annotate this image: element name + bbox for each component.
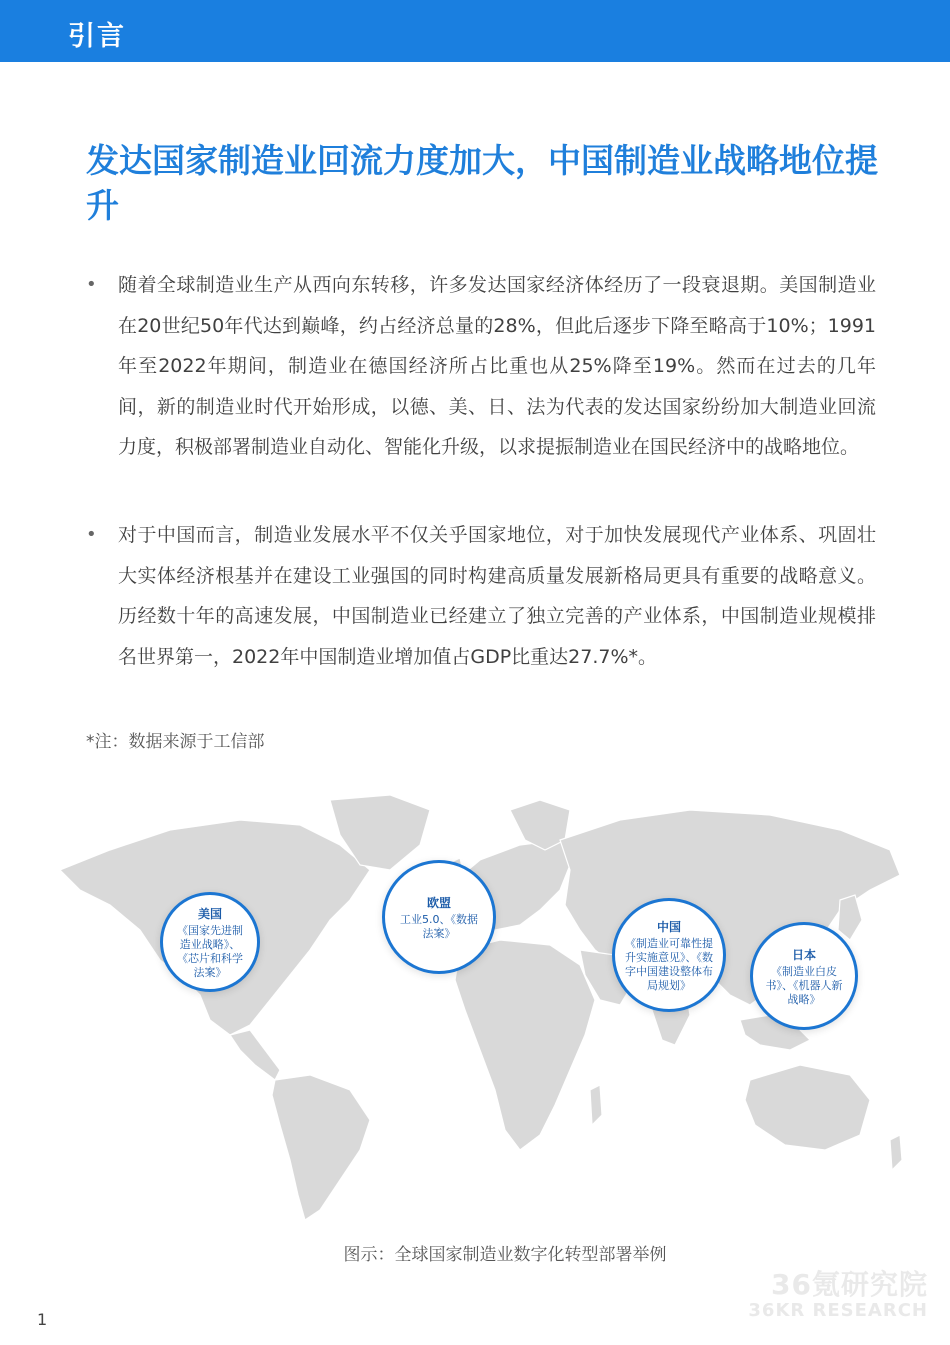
world-map-figure	[50, 790, 910, 1230]
bullet-paragraph-1	[86, 265, 876, 468]
south-america-shape	[272, 1075, 370, 1220]
bullet-marker: •	[86, 524, 97, 545]
page-number: 1	[37, 1310, 48, 1329]
bubble-china-body: 《制造业可靠性提升实施意见》、《数字中国建设整体布局规划》	[625, 936, 713, 992]
bubble-eu	[382, 860, 496, 974]
central-america-shape	[230, 1030, 280, 1080]
bubble-china-title: 中国	[656, 919, 681, 934]
watermark-logo-en: 36KR RESEARCH	[748, 1300, 928, 1321]
bullet-marker: •	[86, 274, 97, 295]
bubble-japan-body: 《制造业白皮书》、《机器人新战略》	[765, 964, 843, 1006]
bubble-japan-title: 日本	[791, 947, 816, 962]
madagascar-shape	[590, 1085, 602, 1125]
japan-shape	[838, 895, 862, 940]
source-note: *注：数据来源于工信部	[86, 732, 265, 752]
bubble-eu-title: 欧盟	[426, 895, 451, 910]
section-title: 引言	[68, 21, 126, 52]
bubble-china	[612, 898, 726, 1012]
bullet-text: 对于中国而言，制造业发展水平不仅关乎国家地位，对于加快发展现代产业体系、巩固壮大实体经济根基并在建设工业强国的同时构建高质量发展新格局更具有重要的战略意义。历经数十年的高速发展，中国制造业已经建立了独立完善的产业体系，中国制造业规模排名世界第一，2022年中国制造业增加值占GDP比重达27.7%*。	[118, 524, 876, 668]
bubble-usa-title: 美国	[197, 906, 222, 921]
bullet-text: 随着全球制造业生产从西向东转移，许多发达国家经济体经历了一段衰退期。美国制造业在20世纪50年代达到巅峰，约占经济总量的28%，但此后逐步下降至略高于10%；1991年至2022年期间，制造业在德国经济所占比重也从25%降至19%。然而在过去的几年间，新的制造业时代开始形成，以德、美、日、法为代表的发达国家纷纷加大制造业回流力度，积极部署制造业自动化、智能化升级，以求提振制造业在国民经济中的战略地位。	[118, 274, 876, 458]
header-bar	[0, 0, 950, 62]
bubble-usa	[160, 892, 260, 992]
bubble-usa-body: 《国家先进制造业战略》、《芯片和科学法案》	[177, 923, 243, 979]
figure-caption: 图示：全球国家制造业数字化转型部署举例	[343, 1245, 667, 1265]
watermark-logo-cn: 36氪研究院	[771, 1268, 928, 1301]
page-title: 发达国家制造业回流力度加大，中国制造业战略地位提升	[86, 141, 878, 225]
africa-shape	[455, 940, 595, 1150]
australia-shape	[745, 1065, 870, 1150]
bullet-paragraph-2	[86, 515, 876, 677]
bubble-eu-body: 工业5.0、《数据法案》	[400, 912, 478, 940]
new-zealand-shape	[890, 1135, 902, 1170]
bubble-japan	[750, 922, 858, 1030]
